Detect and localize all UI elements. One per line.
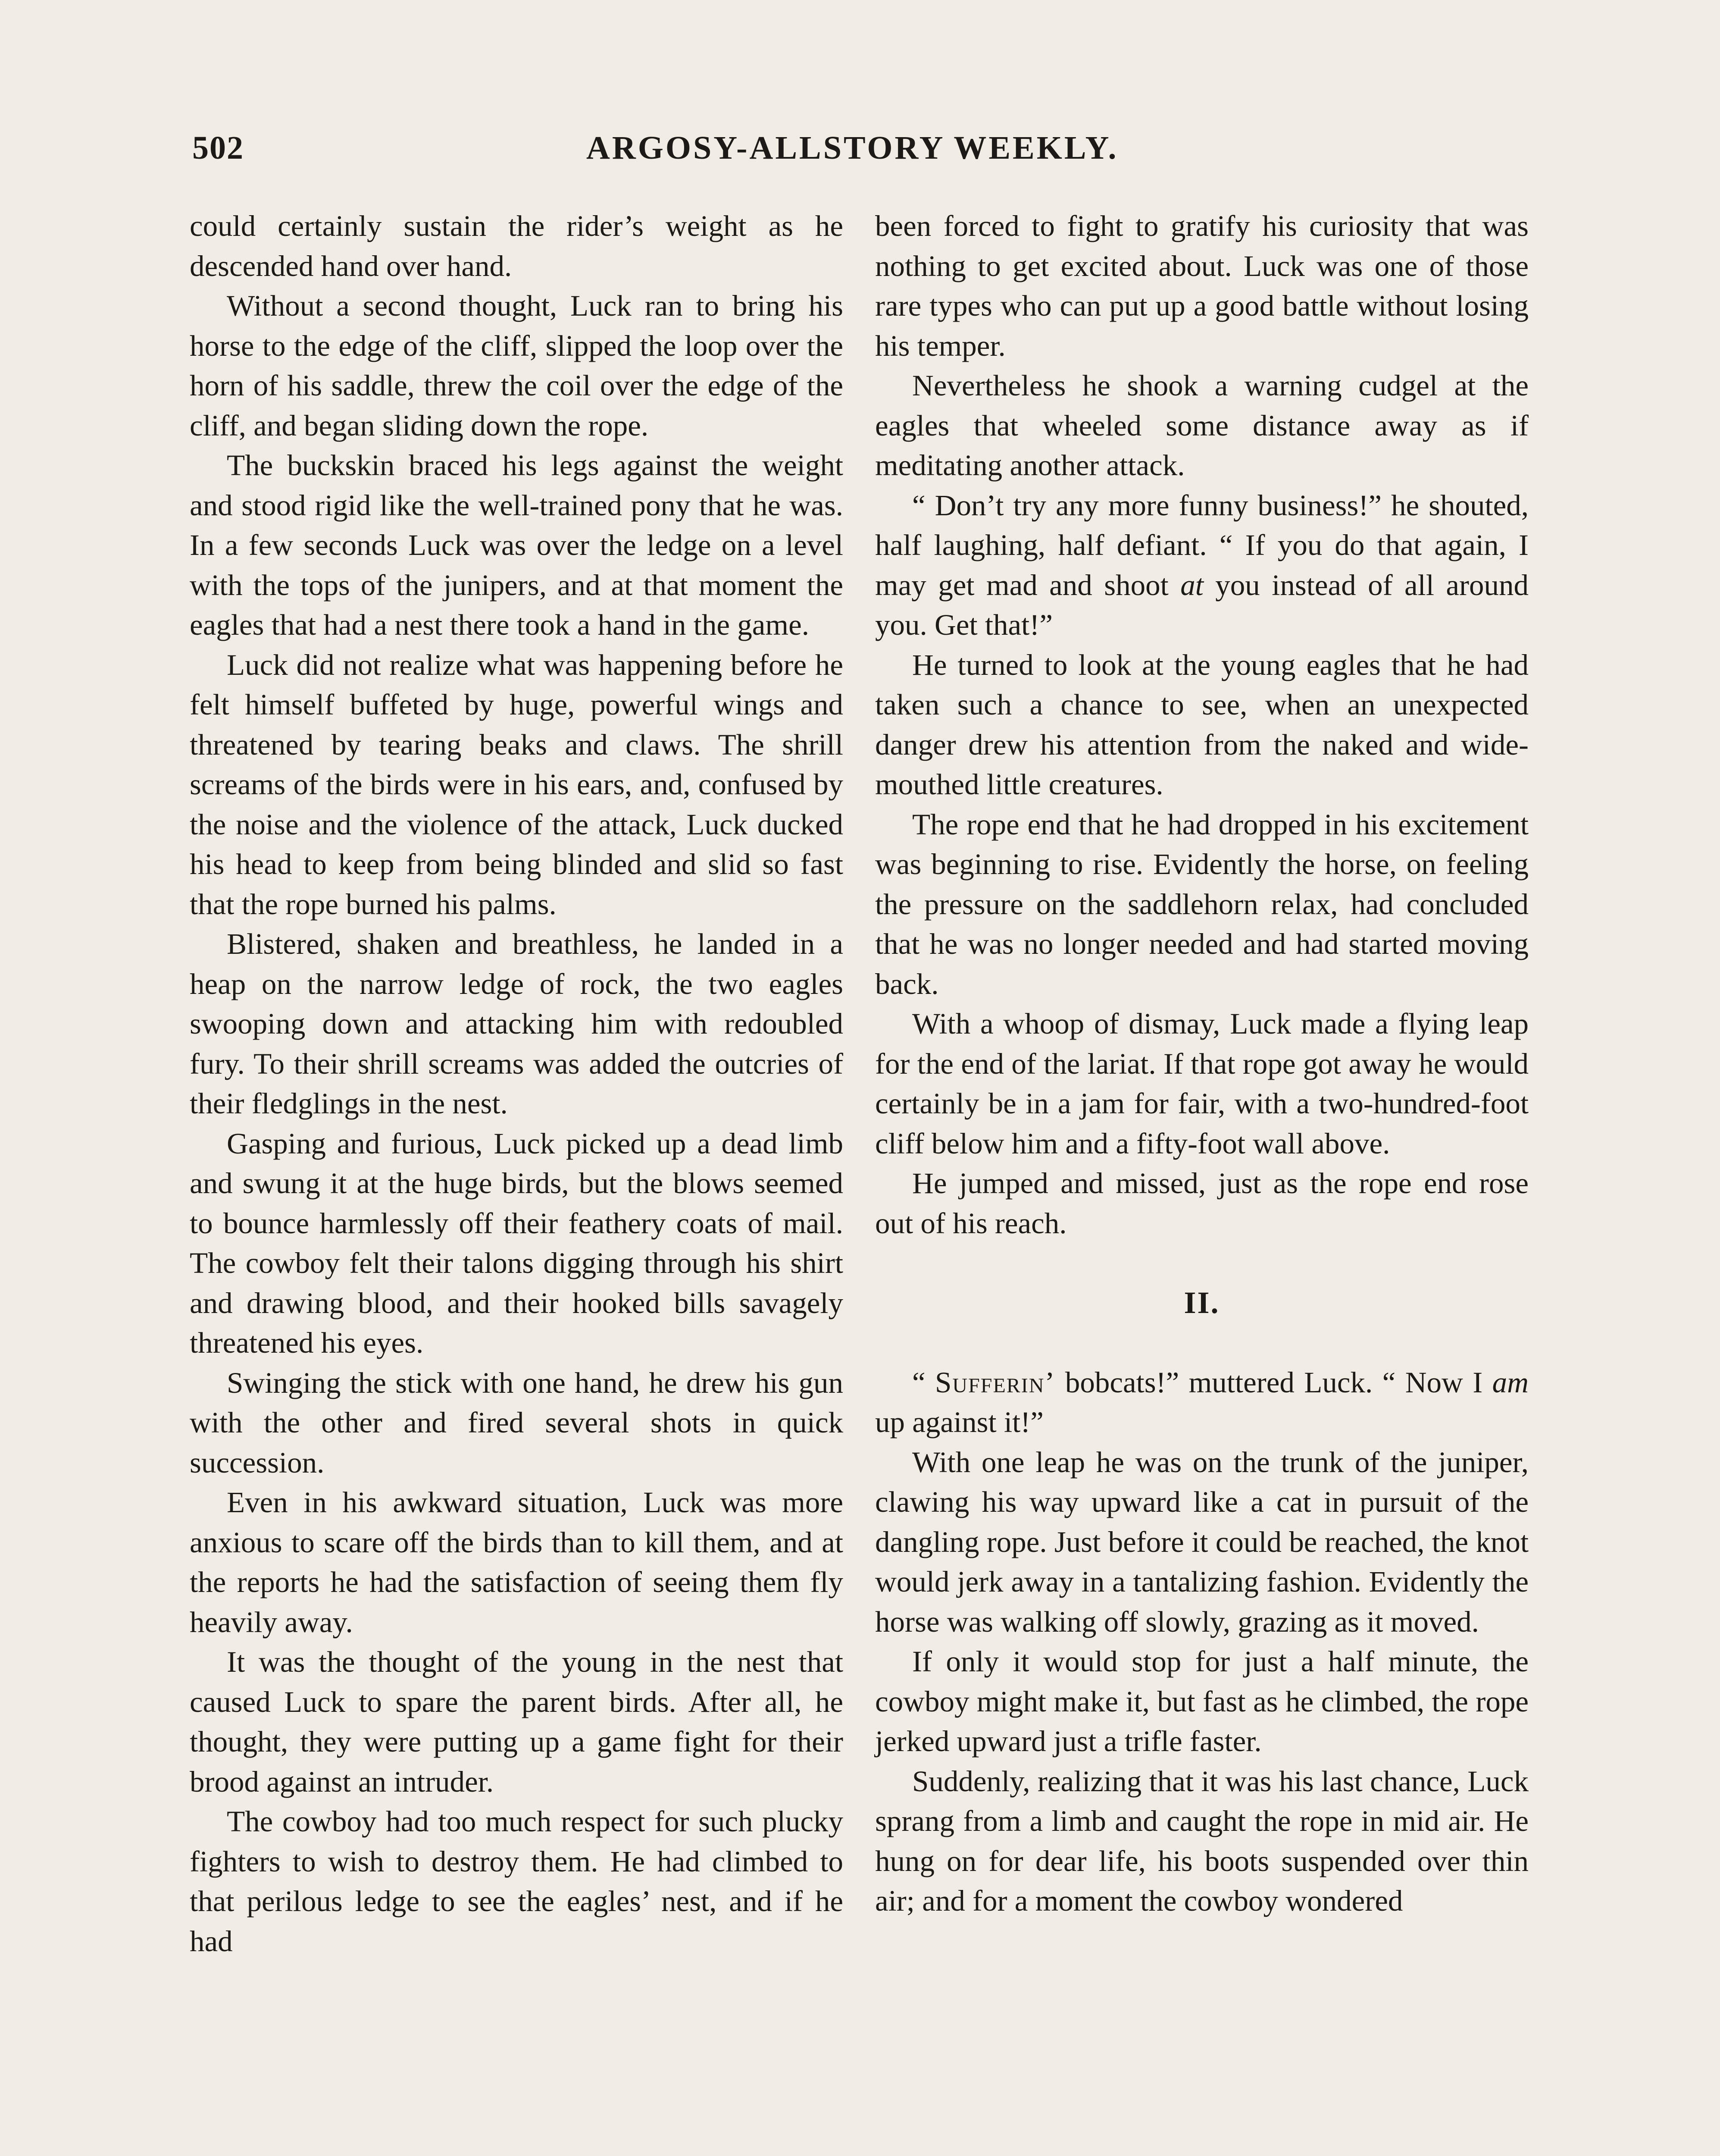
page-number: 502	[192, 130, 244, 166]
small-caps-word: Sufferin’	[935, 1366, 1056, 1399]
text-run: you instead of all around you. Get that!”	[875, 568, 1529, 641]
paragraph: Even in his awkward situation, Luck was more anxious to scare off the birds than to kill them, and at the reports he had the satisfaction of seeing them fly heavily away.	[190, 1486, 843, 1639]
text-run: up against it!”	[875, 1406, 1044, 1438]
paragraph: Swinging the stick with one hand, he drew his gun with the other and fired several shots in quick succession.	[190, 1366, 843, 1479]
text-run: bobcats!” muttered Luck. “ Now I	[1055, 1366, 1492, 1399]
paragraph: The buckskin braced his legs against the weight and stood rigid like the well-trained pony that he was. In a few seconds Luck was over the ledge on a level with the tops of the junipers, and at that moment the eagles that had a nest there took a hand in the game.	[190, 449, 843, 641]
right-column	[875, 206, 1529, 1921]
dialogue-paragraph	[875, 1363, 1529, 1442]
paragraph: been forced to fight to gratify his curiosity that was nothing to get excited about. Luck was one of those rare types who can put up a good battle without losing his temper.	[875, 210, 1529, 362]
paragraph: Without a second thought, Luck ran to bring his horse to the edge of the cliff, slipped the loop over the horn of his saddle, threw the coil over the edge of the cliff, and began sliding down the rope.	[190, 289, 843, 442]
paragraph: could certainly sustain the rider’s weight as he descended hand over hand.	[190, 210, 843, 282]
section-heading: II.	[1184, 1285, 1220, 1320]
dialogue-paragraph	[875, 486, 1529, 645]
paragraph: The rope end that he had dropped in his excitement was beginning to rise. Evidently the horse, on feeling the pressure on the saddlehorn relax, had concluded that he was no longer needed and had started moving back.	[875, 808, 1529, 1000]
paragraph: Blistered, shaken and breathless, he landed in a heap on the narrow ledge of rock, the two eagles swooping down and attacking him with redoubled fury. To their shrill screams was added the outcries of their fledglings in the nest.	[190, 928, 843, 1120]
paragraph: With a whoop of dismay, Luck made a flying leap for the end of the lariat. If that rope got away he would certainly be in a jam for fair, with a two-hundred-foot cliff below him and a fifty-foot wall above.	[875, 1007, 1529, 1160]
text-run: “	[912, 1366, 935, 1399]
paragraph: If only it would stop for just a half minute, the cowboy might make it, but fast as he climbed, the rope jerked upward just a trifle faster.	[875, 1645, 1529, 1758]
paragraph: Suddenly, realizing that it was his last chance, Luck sprang from a limb and caught the rope in mid air. He hung on for dear life, his boots suspended over thin air; and for a moment the cowboy wondered	[875, 1764, 1529, 1917]
emphasis: am	[1492, 1366, 1529, 1399]
paragraph: Luck did not realize what was happening before he felt himself buffeted by huge, powerful wings and threatened by tearing beaks and claws. The shrill screams of the birds were in his ears, and, confused by the noise and the violence of the attack, Luck ducked his head to keep from being blinded and slid so fast that the rope burned his palms.	[190, 648, 843, 921]
paragraph: With one leap he was on the trunk of the juniper, clawing his way upward like a cat in pursuit of the dangling rope. Just before it could be reached, the knot would jerk away in a tantalizing fashion. Evidently the horse was walking off slowly, grazing as it moved.	[875, 1445, 1529, 1638]
paragraph: He turned to look at the young eagles that he had taken such a chance to see, when an unexpected danger drew his attention from the naked and wide-mouthed little creatures.	[875, 648, 1529, 801]
paragraph: Nevertheless he shook a warning cudgel at the eagles that wheeled some distance away as if meditating another attack.	[875, 369, 1529, 482]
paragraph: The cowboy had too much respect for such plucky fighters to wish to destroy them. He had climbed to that perilous ledge to see the eagles’ nest, and if he had	[190, 1805, 843, 1958]
text-run: “ Don’t try any more funny business!” he shouted, half laughing, half defiant. “ If you do that again, I may get mad and shoot	[875, 489, 1529, 602]
paragraph: It was the thought of the young in the nest that caused Luck to spare the parent birds. After all, he thought, they were putting up a game fight for their brood against an intruder.	[190, 1645, 843, 1798]
emphasis: at	[1180, 568, 1204, 602]
running-title: ARGOSY-ALLSTORY WEEKLY.	[586, 130, 1119, 166]
paragraph: Gasping and furious, Luck picked up a dead limb and swung it at the huge birds, but the blows seemed to bounce harmlessly off their feathery coats of mail. The cowboy felt their talons digging through his shirt and drawing blood, and their hooked bills savagely threatened his eyes.	[190, 1127, 843, 1359]
left-column	[190, 206, 843, 1961]
paragraph: He jumped and missed, just as the rope end rose out of his reach.	[875, 1167, 1529, 1240]
